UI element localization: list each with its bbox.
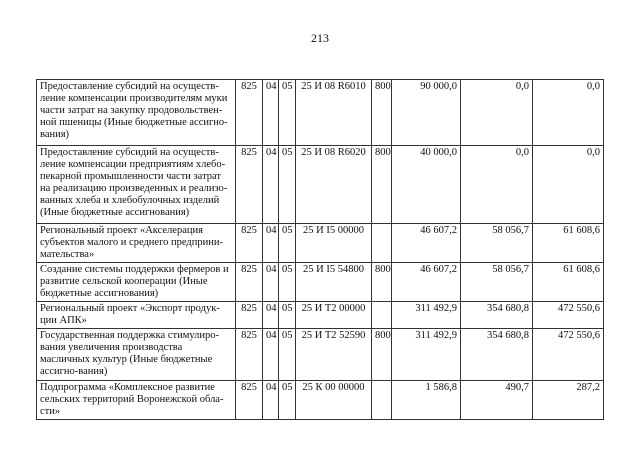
row-ved: 825 (236, 329, 263, 381)
row-year3: 472 550,6 (533, 329, 604, 381)
row-year2: 58 056,7 (461, 224, 533, 263)
row-ved: 825 (236, 80, 263, 146)
row-rz: 04 (263, 80, 279, 146)
row-rz: 04 (263, 381, 279, 420)
table-row (37, 146, 604, 224)
row-vr: 800 (372, 263, 392, 302)
row-pr: 05 (279, 381, 296, 420)
table-row (37, 80, 604, 146)
row-rz: 04 (263, 263, 279, 302)
row-pr: 05 (279, 302, 296, 329)
row-rz: 04 (263, 329, 279, 381)
row-vr: 800 (372, 80, 392, 146)
row-vr (372, 224, 392, 263)
row-year3: 61 608,6 (533, 263, 604, 302)
row-year3: 0,0 (533, 146, 604, 224)
row-year1: 311 492,9 (392, 302, 461, 329)
row-pr: 05 (279, 224, 296, 263)
row-pr: 05 (279, 80, 296, 146)
row-vr (372, 381, 392, 420)
row-csr: 25 К 00 00000 (296, 381, 372, 420)
row-pr: 05 (279, 263, 296, 302)
budget-table (36, 79, 604, 420)
row-year3: 61 608,6 (533, 224, 604, 263)
row-pr: 05 (279, 329, 296, 381)
table-row (37, 381, 604, 420)
row-ved: 825 (236, 381, 263, 420)
row-year2: 354 680,8 (461, 302, 533, 329)
row-ved: 825 (236, 224, 263, 263)
row-csr: 25 И T2 00000 (296, 302, 372, 329)
row-name: Создание системы поддержки фермеров и развитие сельской кооперации (Иные бюджетные ассигнования) (37, 263, 236, 302)
row-csr: 25 И I5 00000 (296, 224, 372, 263)
row-ved: 825 (236, 263, 263, 302)
page-number: 213 (311, 31, 329, 45)
row-name: Государственная поддержка стимулиро-вания увеличения производства масличных культур (Иные бюджетные ассигно-вания) (37, 329, 236, 381)
row-year1: 90 000,0 (392, 80, 461, 146)
row-year1: 46 607,2 (392, 224, 461, 263)
row-name: Предоставление субсидий на осуществ-ление компенсации производителям муки части затрат на закупку продовольствен-ной пшеницы (Иные бюджетные ассигно-вания) (37, 80, 236, 146)
row-name: Подпрограмма «Комплексное развитие сельских территорий Воронежской обла-сти» (37, 381, 236, 420)
row-name: Региональный проект «Экспорт продук-ции АПК» (37, 302, 236, 329)
row-year3: 472 550,6 (533, 302, 604, 329)
table-row (37, 302, 604, 329)
row-csr: 25 И I5 54800 (296, 263, 372, 302)
row-year2: 58 056,7 (461, 263, 533, 302)
row-year2: 0,0 (461, 80, 533, 146)
row-vr: 800 (372, 329, 392, 381)
row-year3: 0,0 (533, 80, 604, 146)
row-year3: 287,2 (533, 381, 604, 420)
row-name: Региональный проект «Акселерация субъектов малого и среднего предприни-мательства» (37, 224, 236, 263)
row-rz: 04 (263, 302, 279, 329)
row-year1: 46 607,2 (392, 263, 461, 302)
table-row (37, 329, 604, 381)
row-rz: 04 (263, 224, 279, 263)
table-row (37, 224, 604, 263)
row-year2: 354 680,8 (461, 329, 533, 381)
row-year2: 490,7 (461, 381, 533, 420)
row-rz: 04 (263, 146, 279, 224)
row-vr: 800 (372, 146, 392, 224)
row-csr: 25 И 08 R6020 (296, 146, 372, 224)
row-csr: 25 И T2 52590 (296, 329, 372, 381)
row-pr: 05 (279, 146, 296, 224)
row-csr: 25 И 08 R6010 (296, 80, 372, 146)
row-year2: 0,0 (461, 146, 533, 224)
table-row (37, 263, 604, 302)
row-name: Предоставление субсидий на осуществ-ление компенсации предприятиям хлебо-пекарной промышленности части затрат на реализацию произведенных и реализо-ванных хлеба и хлебобулочных изделий (Иные бюджетные ассигнования) (37, 146, 236, 224)
row-year1: 40 000,0 (392, 146, 461, 224)
row-year1: 1 586,8 (392, 381, 461, 420)
row-ved: 825 (236, 146, 263, 224)
row-ved: 825 (236, 302, 263, 329)
row-vr (372, 302, 392, 329)
row-year1: 311 492,9 (392, 329, 461, 381)
